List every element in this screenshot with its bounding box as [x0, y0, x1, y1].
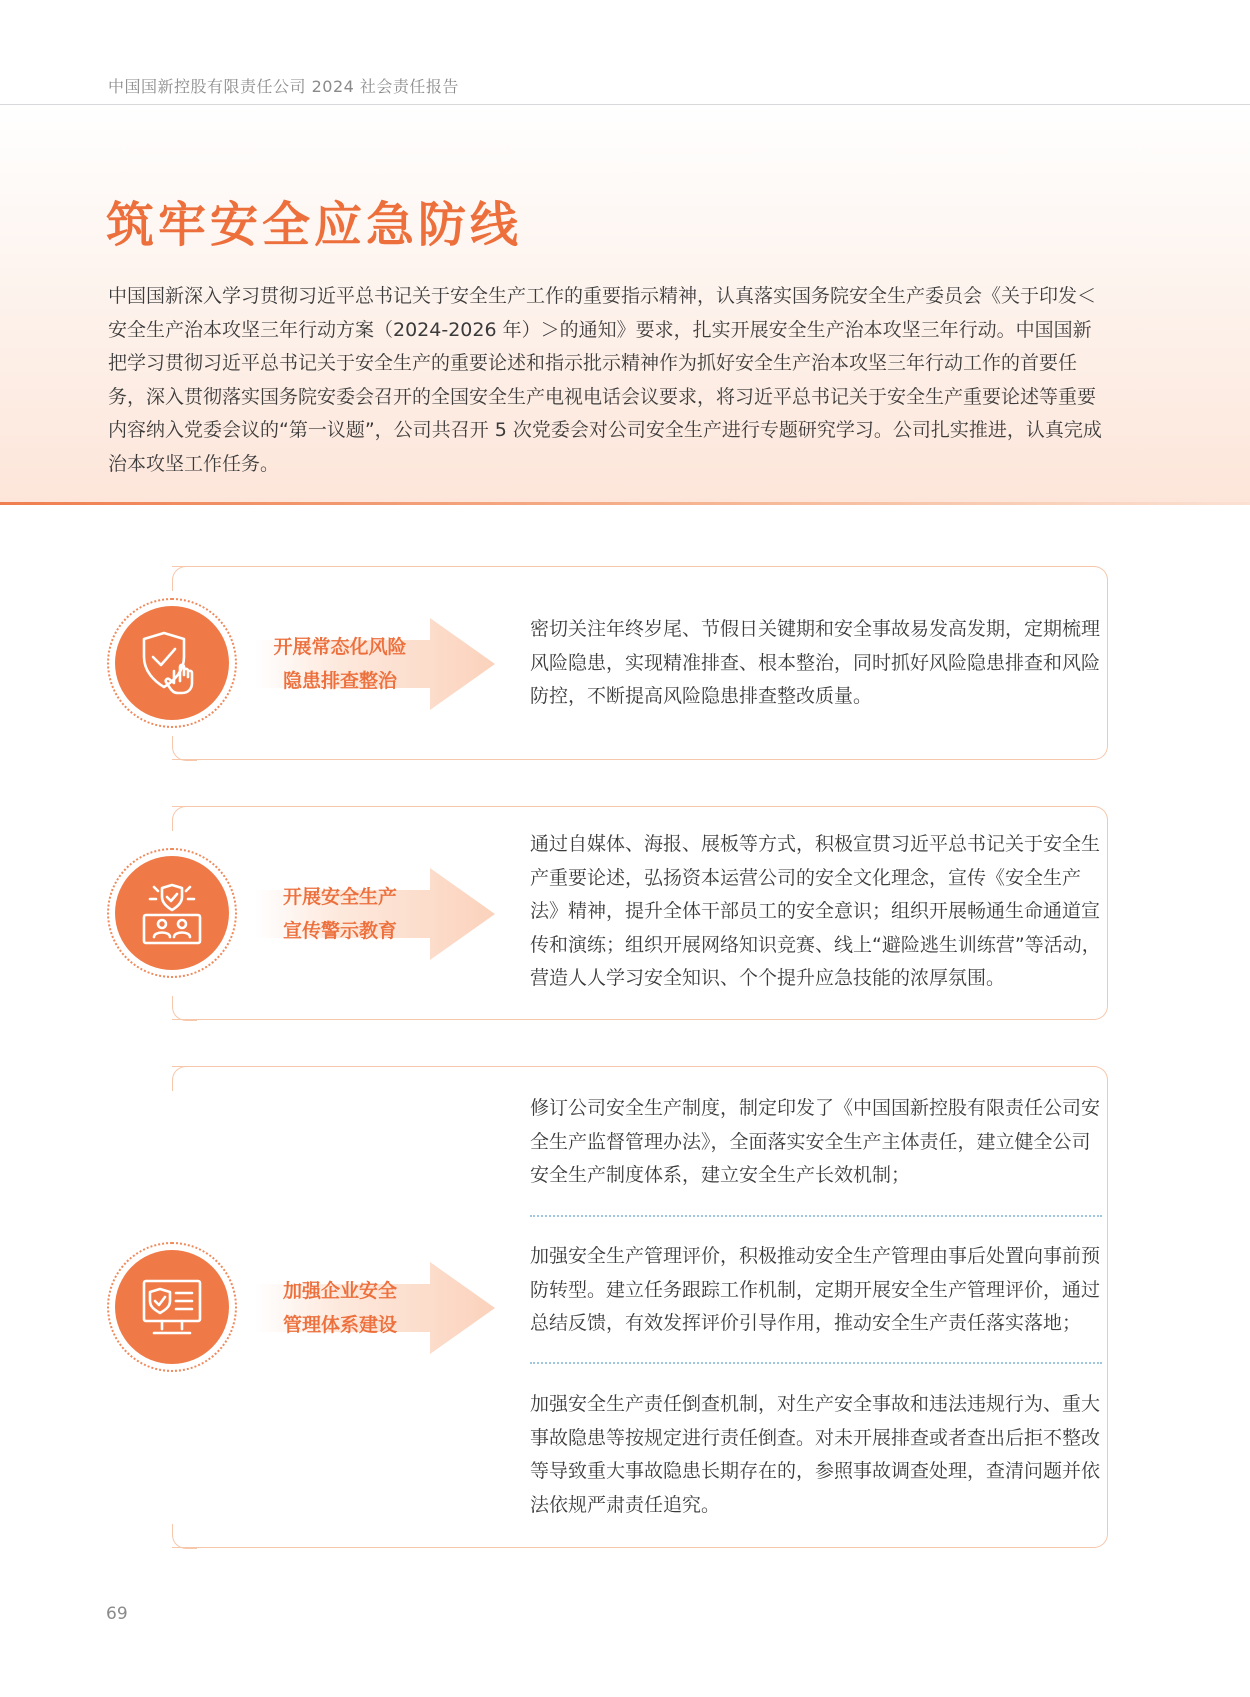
training-board-icon — [136, 877, 208, 949]
hero-bottom-line — [0, 502, 1250, 505]
dotted-divider — [530, 1362, 1102, 1364]
section-3-paragraph-3: 加强安全生产责任倒查机制，对生产安全事故和违法违规行为、重大事故隐患等按规定进行责任倒查。对未开展排查或者查出后拒不整改等导致重大事故隐患长期存在的，参照事故调查处理，查清问题并依法依规严肃责任追究。 — [530, 1393, 1101, 1516]
intro-paragraph: 中国国新深入学习贯彻习近平总书记关于安全生产工作的重要指示精神，认真落实国务院安全生产委员会《关于印发＜安全生产治本攻坚三年行动方案（2024-2026 年）＞的通知》要求，扎实开展安全生产治本攻坚三年行动。中国国新把学习贯彻习近平总书记关于安全生产的重要论述和指示批示精神作为抓好安全生产治本攻坚三年行动工作的首要任务，深入贯彻落实国务院安委会召开的全国安全生产电视电话会议要求，将习近平总书记关于安全生产重要论述等重要内容纳入党委会议的“第一议题”，公司共召开 5 次党委会对公司安全生产进行专题研究学习。公司扎实推进，认真完成治本攻坚工作任务。 — [108, 285, 1102, 475]
section-label-1 — [255, 630, 425, 698]
section-label-3 — [255, 1274, 425, 1342]
section-badge-3 — [107, 1242, 237, 1372]
dotted-divider — [530, 1215, 1102, 1217]
section-2-paragraph: 通过自媒体、海报、展板等方式，积极宣贯习近平总书记关于安全生产重要论述，弘扬资本运营公司的安全文化理念，宣传《安全生产法》精神，提升全体干部员工的安全意识；组织开展畅通生命通道宣传和演练；组织开展网络知识竞赛、线上“避险逃生训练营”等活动，营造人人学习安全知识、个个提升应急技能的浓厚氛围。 — [530, 833, 1101, 989]
section-badge-1 — [107, 598, 237, 728]
page-title: 筑牢安全应急防线 — [106, 197, 523, 253]
section-3-paragraph-1: 修订公司安全生产制度，制定印发了《中国国新控股有限责任公司安全生产监督管理办法》，全面落实安全生产主体责任，建立健全公司安全生产制度体系，建立安全生产长效机制； — [530, 1097, 1101, 1186]
shield-monitor-icon — [136, 1271, 208, 1343]
section-label-2 — [255, 880, 425, 948]
section-label-line: 开展常态化风险 — [273, 636, 407, 658]
section-label-line: 开展安全生产 — [282, 886, 397, 908]
section-label-line: 宣传警示教育 — [282, 920, 397, 942]
section-1-paragraph: 密切关注年终岁尾、节假日关键期和安全事故易发高发期，定期梳理风险隐患，实现精准排查、根本整治，同时抓好风险隐患排查和风险防控，不断提高风险隐患排查整改质量。 — [530, 618, 1101, 707]
section-3-paragraph-2: 加强安全生产管理评价，积极推动安全生产管理由事后处置向事前预防转型。建立任务跟踪工作机制，定期开展安全生产管理评价，通过总结反馈，有效发挥评价引导作用，推动安全生产责任落实落地； — [530, 1245, 1101, 1334]
section-label-line: 加强企业安全 — [282, 1280, 397, 1302]
section-label-line: 管理体系建设 — [282, 1314, 397, 1336]
section-label-line: 隐患排查整治 — [282, 670, 397, 692]
page-number: 69 — [106, 1604, 128, 1624]
section-badge-2 — [107, 848, 237, 978]
report-header: 中国国新控股有限责任公司 2024 社会责任报告 — [108, 77, 459, 96]
shield-hand-icon — [136, 627, 208, 699]
